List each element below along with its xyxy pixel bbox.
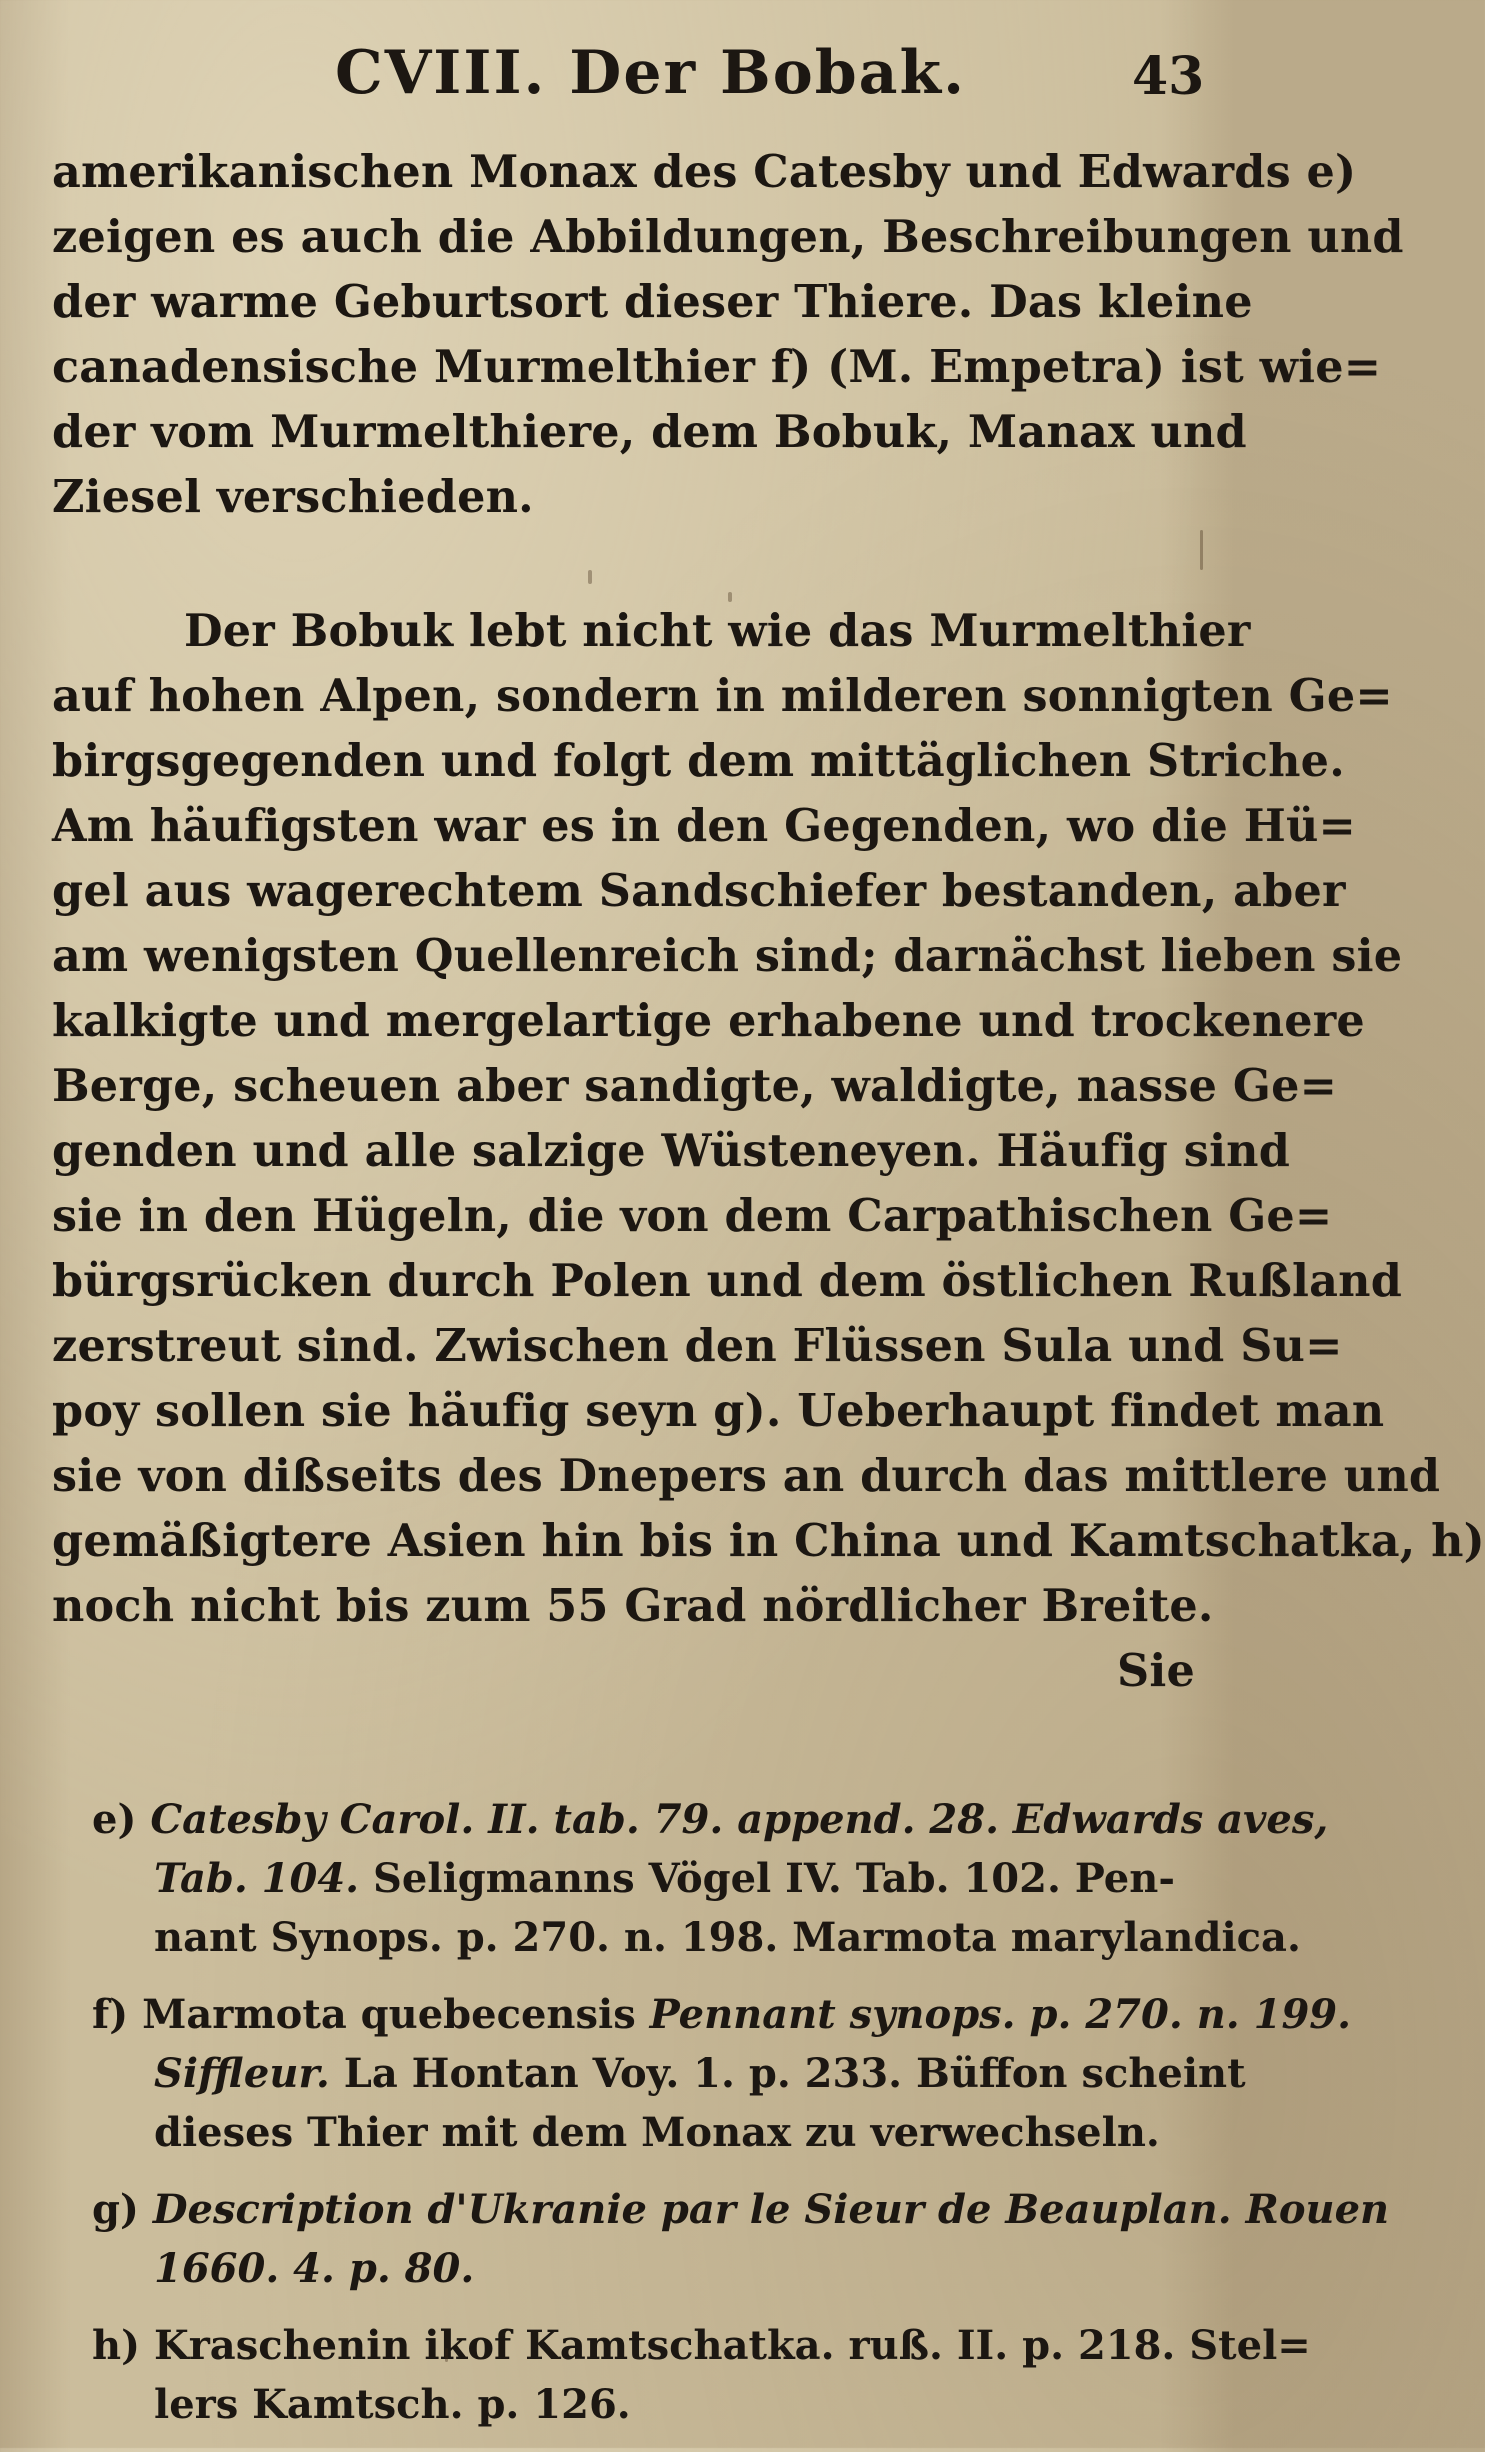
footnote-marker: g) (92, 2186, 139, 2233)
text-line: Berge, scheuen aber sandigte, waldigte, nasse Ge= (52, 1060, 1338, 1112)
page-header (0, 38, 1234, 128)
text-line: der warme Geburtsort dieser Thiere. Das kleine (52, 276, 1253, 328)
footnote-text: Catesby Carol. II. tab. 79. append. 28. Edwards aves, (150, 1796, 1329, 1843)
footnotes (92, 1790, 1390, 2452)
paper-speck (588, 570, 592, 584)
paper-speck (1116, 2330, 1121, 2335)
text-line: Der Bobuk lebt nicht wie das Murmelthier (184, 605, 1251, 657)
text-line: zeigen es auch die Abbildungen, Beschreibungen und (52, 211, 1404, 263)
text-line: gemäßigtere Asien hin bis in China und Kamtschatka, h) (52, 1515, 1485, 1567)
paper-speck (445, 2348, 448, 2362)
footnote-text: 1660. 4. p. 80. (154, 2245, 475, 2292)
footnote-text: lers Kamtsch. p. 126. (154, 2381, 631, 2428)
text-line: kalkigte und mergelartige erhabene und trockenere (52, 995, 1365, 1047)
footnote-text: Kraschenin ikof Kamtschatka. ruß. II. p. 218. Stel= (153, 2322, 1311, 2369)
footnote-text: La Hontan Voy. 1. p. 233. Büffon scheint (329, 2050, 1246, 2097)
footnote-text: Description d'Ukranie par le Sieur de Beauplan. Rouen (152, 2186, 1390, 2233)
footnote-marker: h) (92, 2322, 141, 2369)
footnote-h (92, 2316, 1311, 2434)
footnote-marker: f) (92, 1991, 129, 2038)
footnote-marker: e) (92, 1796, 137, 1843)
text-line: sie von dißseits des Dnepers an durch das mittlere und (52, 1450, 1441, 1502)
footnote-text: Marmota quebecensis (142, 1991, 636, 2038)
running-head: CVIII. Der Bobak. (335, 38, 967, 108)
footnote-text: Seligmanns Vögel IV. Tab. 102. Pen- (359, 1855, 1175, 1902)
paper-speck (1200, 530, 1203, 570)
catchword: Sie (1117, 1645, 1195, 1697)
footnote-text: Siffleur. (154, 2050, 330, 2097)
text-line: canadensische Murmelthier f) (M. Empetra) ist wie= (52, 341, 1382, 393)
text-line: gel aus wagerechtem Sandschiefer bestanden, aber (52, 865, 1346, 917)
footnote-text: dieses Thier mit dem Monax zu verwechseln. (154, 2109, 1160, 2156)
footnote-g (92, 2180, 1390, 2298)
text-line: bürgsrücken durch Polen und dem östlichen Rußland (52, 1255, 1403, 1307)
paragraph-gap (52, 530, 1207, 599)
footnote-text: nant Synops. p. 270. n. 198. Marmota marylandica. (154, 1914, 1301, 1961)
text-line: amerikanischen Monax des Catesby und Edwards e) (52, 146, 1357, 198)
text-line: sie in den Hügeln, die von dem Carpathischen Ge= (52, 1190, 1333, 1242)
text-line: Ziesel verschieden. (52, 471, 534, 523)
text-line: noch nicht bis zum 55 Grad nördlicher Breite. (52, 1580, 1214, 1632)
footnote-text: Pennant synops. p. 270. n. 199. (635, 1991, 1352, 2038)
text-line: birgsgegenden und folgt dem mittäglichen Striche. (52, 735, 1345, 787)
text-line: poy sollen sie häufig seyn g). Ueberhaupt findet man (52, 1385, 1385, 1437)
footnote-f (92, 1985, 1352, 2162)
text-line: genden und alle salzige Wüsteneyen. Häufig sind (52, 1125, 1291, 1177)
text-line: auf hohen Alpen, sondern in milderen sonnigten Ge= (52, 670, 1393, 722)
text-line: zerstreut sind. Zwischen den Flüssen Sula und Su= (52, 1320, 1343, 1372)
text-line: der vom Murmelthiere, dem Bobuk, Manax und (52, 406, 1247, 458)
text-line: am wenigsten Quellenreich sind; darnächst lieben sie (52, 930, 1403, 982)
footnote-e (92, 1790, 1329, 1967)
footnote-text: Tab. 104. (154, 1855, 360, 1902)
paper-speck (728, 592, 732, 602)
main-text (52, 140, 1485, 1704)
page-number: 43 (1132, 46, 1205, 107)
text-line: Am häufigsten war es in den Gegenden, wo die Hü= (52, 800, 1356, 852)
